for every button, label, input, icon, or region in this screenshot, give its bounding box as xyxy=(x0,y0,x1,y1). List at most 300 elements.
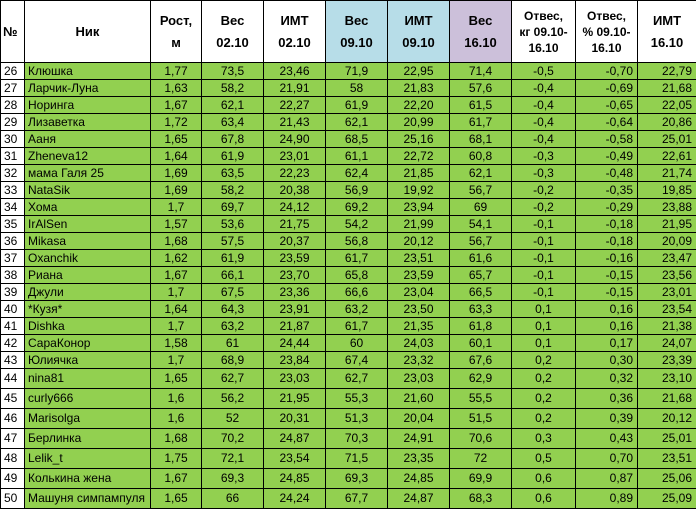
loss-pct-cell: -0,70 xyxy=(576,63,638,80)
height-cell: 1,7 xyxy=(151,318,202,335)
row-number-cell: 38 xyxy=(1,267,25,284)
bmi-0210-cell: 23,84 xyxy=(264,352,326,369)
table-row xyxy=(1,216,696,233)
table-row xyxy=(1,131,696,148)
bmi-0910-cell: 24,87 xyxy=(388,489,450,509)
weight-1610-cell: 61,8 xyxy=(450,318,512,335)
table-row xyxy=(1,233,696,250)
header-line: 16.10 xyxy=(650,34,684,50)
nick-cell: curly666 xyxy=(25,389,151,409)
weight-1610-cell: 69 xyxy=(450,199,512,216)
weight-0210-cell: 64,3 xyxy=(202,301,264,318)
loss-pct-cell: -0,16 xyxy=(576,250,638,267)
bmi-0910-cell: 21,83 xyxy=(388,80,450,97)
weight-0910-cell: 71,5 xyxy=(326,449,388,469)
bmi-0910-cell: 23,94 xyxy=(388,199,450,216)
bmi-0910-cell: 23,04 xyxy=(388,284,450,301)
loss-kg-cell: 0,2 xyxy=(512,409,576,429)
loss-pct-cell: -0,15 xyxy=(576,284,638,301)
header-line: Ник xyxy=(75,23,100,39)
weight-1610-cell: 72 xyxy=(450,449,512,469)
loss-kg-cell: 0,5 xyxy=(512,449,576,469)
height-cell: 1,67 xyxy=(151,97,202,114)
bmi-1610-cell: 23,39 xyxy=(638,352,696,369)
weight-0210-cell: 69,7 xyxy=(202,199,264,216)
bmi-1610-cell: 20,12 xyxy=(638,409,696,429)
nick-cell: Норинга xyxy=(25,97,151,114)
row-number-cell: 49 xyxy=(1,469,25,489)
loss-kg-cell: -0,1 xyxy=(512,267,576,284)
weight-0210-cell: 58,2 xyxy=(202,80,264,97)
weight-1610-cell: 69,9 xyxy=(450,469,512,489)
bmi-0910-cell: 20,99 xyxy=(388,114,450,131)
bmi-1610-cell: 20,09 xyxy=(638,233,696,250)
weight-1610-cell: 51,5 xyxy=(450,409,512,429)
weight-1610-cell: 68,1 xyxy=(450,131,512,148)
loss-kg-cell: 0,2 xyxy=(512,369,576,389)
nick-cell: Колькина жена xyxy=(25,469,151,489)
bmi-0910-cell: 23,51 xyxy=(388,250,450,267)
bmi-0910-cell: 24,85 xyxy=(388,469,450,489)
weight-1610-cell: 70,6 xyxy=(450,429,512,449)
weight-0210-cell: 62,7 xyxy=(202,369,264,389)
nick-cell: Zheneva12 xyxy=(25,148,151,165)
loss-kg-cell: -0,4 xyxy=(512,80,576,97)
height-cell: 1,65 xyxy=(151,489,202,509)
table-row xyxy=(1,301,696,318)
loss-pct-cell: -0,69 xyxy=(576,80,638,97)
nick-cell: Oxanchik xyxy=(25,250,151,267)
header-height xyxy=(151,1,202,63)
height-cell: 1,7 xyxy=(151,199,202,216)
header-row xyxy=(1,1,696,63)
loss-pct-cell: -0,48 xyxy=(576,165,638,182)
bmi-1610-cell: 25,01 xyxy=(638,131,696,148)
loss-kg-cell: 0,1 xyxy=(512,301,576,318)
row-number-cell: 41 xyxy=(1,318,25,335)
table-body xyxy=(1,63,696,509)
bmi-1610-cell: 21,68 xyxy=(638,389,696,409)
bmi-0210-cell: 20,37 xyxy=(264,233,326,250)
weight-0910-cell: 55,3 xyxy=(326,389,388,409)
bmi-0210-cell: 21,87 xyxy=(264,318,326,335)
header-line: 16.10 xyxy=(464,34,497,50)
row-number-cell: 29 xyxy=(1,114,25,131)
row-number-cell: 27 xyxy=(1,80,25,97)
weight-1610-cell: 54,1 xyxy=(450,216,512,233)
weight-0910-cell: 66,6 xyxy=(326,284,388,301)
bmi-1610-cell: 25,01 xyxy=(638,429,696,449)
loss-pct-cell: -0,18 xyxy=(576,233,638,250)
header-line: Рост, xyxy=(159,12,193,28)
bmi-1610-cell: 23,54 xyxy=(638,301,696,318)
nick-cell: Лизаветка xyxy=(25,114,151,131)
bmi-1610-cell: 25,09 xyxy=(638,489,696,509)
bmi-0910-cell: 24,91 xyxy=(388,429,450,449)
weight-0910-cell: 62,1 xyxy=(326,114,388,131)
row-number-cell: 39 xyxy=(1,284,25,301)
table-row xyxy=(1,369,696,389)
loss-kg-cell: -0,2 xyxy=(512,199,576,216)
loss-kg-cell: 0,2 xyxy=(512,352,576,369)
table-row xyxy=(1,318,696,335)
header-line: ИМТ xyxy=(652,12,682,28)
loss-kg-cell: 0,1 xyxy=(512,335,576,352)
row-number-cell: 28 xyxy=(1,97,25,114)
height-cell: 1,6 xyxy=(151,389,202,409)
bmi-1610-cell: 22,05 xyxy=(638,97,696,114)
bmi-0210-cell: 23,70 xyxy=(264,267,326,284)
bmi-0910-cell: 25,16 xyxy=(388,131,450,148)
table-row xyxy=(1,335,696,352)
loss-kg-cell: 0,2 xyxy=(512,389,576,409)
loss-kg-cell: -0,4 xyxy=(512,114,576,131)
weight-0210-cell: 67,8 xyxy=(202,131,264,148)
weight-0910-cell: 67,7 xyxy=(326,489,388,509)
loss-pct-cell: 0,16 xyxy=(576,318,638,335)
bmi-1610-cell: 20,86 xyxy=(638,114,696,131)
weight-0910-cell: 58 xyxy=(326,80,388,97)
weight-0210-cell: 63,2 xyxy=(202,318,264,335)
weight-0210-cell: 56,2 xyxy=(202,389,264,409)
weight-1610-cell: 68,3 xyxy=(450,489,512,509)
bmi-0910-cell: 20,04 xyxy=(388,409,450,429)
weight-1610-cell: 55,5 xyxy=(450,389,512,409)
height-cell: 1,64 xyxy=(151,148,202,165)
bmi-0910-cell: 19,92 xyxy=(388,182,450,199)
weight-1610-cell: 63,3 xyxy=(450,301,512,318)
weight-0210-cell: 69,3 xyxy=(202,469,264,489)
header-bmi-1610 xyxy=(638,1,696,63)
height-cell: 1,72 xyxy=(151,114,202,131)
nick-cell: Mikasa xyxy=(25,233,151,250)
bmi-0210-cell: 20,31 xyxy=(264,409,326,429)
height-cell: 1,77 xyxy=(151,63,202,80)
weight-1610-cell: 62,9 xyxy=(450,369,512,389)
weight-0910-cell: 70,3 xyxy=(326,429,388,449)
nick-cell: Машуня симпампуля xyxy=(25,489,151,509)
table-row xyxy=(1,114,696,131)
weight-0910-cell: 67,4 xyxy=(326,352,388,369)
bmi-0910-cell: 23,35 xyxy=(388,449,450,469)
bmi-0210-cell: 23,59 xyxy=(264,250,326,267)
header-bmi-0210 xyxy=(264,1,326,63)
bmi-0910-cell: 22,95 xyxy=(388,63,450,80)
bmi-0210-cell: 22,23 xyxy=(264,165,326,182)
row-number-cell: 36 xyxy=(1,233,25,250)
weight-0910-cell: 61,7 xyxy=(326,250,388,267)
table-row xyxy=(1,429,696,449)
loss-pct-cell: 0,87 xyxy=(576,469,638,489)
header-line: м xyxy=(171,34,181,50)
table-row xyxy=(1,148,696,165)
bmi-1610-cell: 21,38 xyxy=(638,318,696,335)
header-line: 09.10 xyxy=(340,34,373,50)
bmi-0210-cell: 24,44 xyxy=(264,335,326,352)
weight-1610-cell: 57,6 xyxy=(450,80,512,97)
row-number-cell: 50 xyxy=(1,489,25,509)
weight-1610-cell: 60,8 xyxy=(450,148,512,165)
bmi-0910-cell: 21,60 xyxy=(388,389,450,409)
bmi-0210-cell: 22,27 xyxy=(264,97,326,114)
row-number-cell: 26 xyxy=(1,63,25,80)
bmi-0210-cell: 21,75 xyxy=(264,216,326,233)
nick-cell: Ларчик-Луна xyxy=(25,80,151,97)
header-number xyxy=(1,1,25,63)
loss-kg-cell: -0,3 xyxy=(512,148,576,165)
height-cell: 1,7 xyxy=(151,284,202,301)
loss-pct-cell: 0,39 xyxy=(576,409,638,429)
bmi-1610-cell: 23,01 xyxy=(638,284,696,301)
weight-1610-cell: 56,7 xyxy=(450,182,512,199)
weight-1610-cell: 71,4 xyxy=(450,63,512,80)
weight-0910-cell: 51,3 xyxy=(326,409,388,429)
bmi-1610-cell: 22,61 xyxy=(638,148,696,165)
loss-pct-cell: -0,35 xyxy=(576,182,638,199)
weight-0910-cell: 69,2 xyxy=(326,199,388,216)
loss-pct-cell: 0,89 xyxy=(576,489,638,509)
height-cell: 1,68 xyxy=(151,429,202,449)
nick-cell: Marisolga xyxy=(25,409,151,429)
height-cell: 1,64 xyxy=(151,301,202,318)
bmi-1610-cell: 19,85 xyxy=(638,182,696,199)
header-loss-pct xyxy=(576,1,638,63)
loss-pct-cell: -0,18 xyxy=(576,216,638,233)
bmi-0210-cell: 23,36 xyxy=(264,284,326,301)
height-cell: 1,67 xyxy=(151,267,202,284)
weight-0210-cell: 57,5 xyxy=(202,233,264,250)
weight-0910-cell: 65,8 xyxy=(326,267,388,284)
height-cell: 1,67 xyxy=(151,469,202,489)
bmi-0210-cell: 24,87 xyxy=(264,429,326,449)
table-row xyxy=(1,182,696,199)
loss-kg-cell: -0,5 xyxy=(512,63,576,80)
bmi-0210-cell: 21,95 xyxy=(264,389,326,409)
nick-cell: IrAlSen xyxy=(25,216,151,233)
table-row xyxy=(1,165,696,182)
row-number-cell: 45 xyxy=(1,389,25,409)
bmi-0210-cell: 21,43 xyxy=(264,114,326,131)
bmi-0210-cell: 23,46 xyxy=(264,63,326,80)
loss-pct-cell: 0,70 xyxy=(576,449,638,469)
weight-0210-cell: 66,1 xyxy=(202,267,264,284)
header-weight-1610 xyxy=(450,1,512,63)
row-number-cell: 42 xyxy=(1,335,25,352)
height-cell: 1,69 xyxy=(151,182,202,199)
header-line: ИМТ xyxy=(280,12,309,28)
weight-0910-cell: 54,2 xyxy=(326,216,388,233)
weight-0210-cell: 61,9 xyxy=(202,148,264,165)
weight-1610-cell: 67,6 xyxy=(450,352,512,369)
bmi-1610-cell: 23,56 xyxy=(638,267,696,284)
loss-pct-cell: 0,32 xyxy=(576,369,638,389)
bmi-0910-cell: 22,72 xyxy=(388,148,450,165)
header-loss-kg xyxy=(512,1,576,63)
loss-kg-cell: -0,1 xyxy=(512,216,576,233)
weight-0210-cell: 52 xyxy=(202,409,264,429)
row-number-cell: 46 xyxy=(1,409,25,429)
bmi-0210-cell: 23,54 xyxy=(264,449,326,469)
weight-0210-cell: 62,1 xyxy=(202,97,264,114)
bmi-1610-cell: 21,68 xyxy=(638,80,696,97)
row-number-cell: 47 xyxy=(1,429,25,449)
row-number-cell: 43 xyxy=(1,352,25,369)
loss-pct-cell: -0,58 xyxy=(576,131,638,148)
bmi-0210-cell: 21,91 xyxy=(264,80,326,97)
bmi-1610-cell: 22,79 xyxy=(638,63,696,80)
header-line: № xyxy=(3,23,18,39)
weight-1610-cell: 56,7 xyxy=(450,233,512,250)
nick-cell: Юлиячка xyxy=(25,352,151,369)
loss-kg-cell: -0,2 xyxy=(512,182,576,199)
loss-pct-cell: 0,16 xyxy=(576,301,638,318)
bmi-0210-cell: 23,01 xyxy=(264,148,326,165)
height-cell: 1,65 xyxy=(151,369,202,389)
bmi-0910-cell: 21,35 xyxy=(388,318,450,335)
nick-cell: *Кузя* xyxy=(25,301,151,318)
loss-kg-cell: 0,6 xyxy=(512,489,576,509)
weight-0910-cell: 68,5 xyxy=(326,131,388,148)
loss-kg-cell: 0,3 xyxy=(512,429,576,449)
loss-pct-cell: 0,30 xyxy=(576,352,638,369)
header-weight-0910 xyxy=(326,1,388,63)
bmi-1610-cell: 24,07 xyxy=(638,335,696,352)
loss-pct-cell: -0,65 xyxy=(576,97,638,114)
height-cell: 1,65 xyxy=(151,131,202,148)
table-row xyxy=(1,199,696,216)
weight-0910-cell: 62,4 xyxy=(326,165,388,182)
bmi-1610-cell: 23,88 xyxy=(638,199,696,216)
bmi-0910-cell: 20,12 xyxy=(388,233,450,250)
weight-0210-cell: 58,2 xyxy=(202,182,264,199)
nick-cell: NataSik xyxy=(25,182,151,199)
weight-0210-cell: 63,5 xyxy=(202,165,264,182)
row-number-cell: 40 xyxy=(1,301,25,318)
loss-pct-cell: 0,36 xyxy=(576,389,638,409)
height-cell: 1,68 xyxy=(151,233,202,250)
bmi-0210-cell: 23,03 xyxy=(264,369,326,389)
header-line: Отвес, xyxy=(524,8,563,23)
bmi-0210-cell: 20,38 xyxy=(264,182,326,199)
header-line: кг 09.10- xyxy=(519,24,568,39)
row-number-cell: 48 xyxy=(1,449,25,469)
bmi-0210-cell: 24,85 xyxy=(264,469,326,489)
bmi-0910-cell: 23,50 xyxy=(388,301,450,318)
loss-kg-cell: -0,4 xyxy=(512,131,576,148)
table-row xyxy=(1,409,696,429)
table-row xyxy=(1,97,696,114)
bmi-0210-cell: 24,90 xyxy=(264,131,326,148)
bmi-0210-cell: 24,24 xyxy=(264,489,326,509)
bmi-0210-cell: 23,91 xyxy=(264,301,326,318)
loss-pct-cell: -0,64 xyxy=(576,114,638,131)
height-cell: 1,6 xyxy=(151,409,202,429)
loss-pct-cell: -0,29 xyxy=(576,199,638,216)
nick-cell: Dishka xyxy=(25,318,151,335)
loss-kg-cell: -0,1 xyxy=(512,250,576,267)
bmi-1610-cell: 23,10 xyxy=(638,369,696,389)
loss-kg-cell: -0,4 xyxy=(512,97,576,114)
loss-kg-cell: 0,1 xyxy=(512,318,576,335)
weight-1610-cell: 62,1 xyxy=(450,165,512,182)
height-cell: 1,63 xyxy=(151,80,202,97)
header-weight-0210 xyxy=(202,1,264,63)
header-line: Отвес, xyxy=(587,8,626,23)
loss-kg-cell: 0,6 xyxy=(512,469,576,489)
weight-0210-cell: 61,9 xyxy=(202,250,264,267)
table-row xyxy=(1,469,696,489)
nick-cell: Джули xyxy=(25,284,151,301)
weight-0910-cell: 63,2 xyxy=(326,301,388,318)
bmi-0910-cell: 23,32 xyxy=(388,352,450,369)
header-line: Вес xyxy=(468,12,493,28)
weight-0910-cell: 71,9 xyxy=(326,63,388,80)
weight-1610-cell: 66,5 xyxy=(450,284,512,301)
row-number-cell: 32 xyxy=(1,165,25,182)
header-line: Вес xyxy=(220,12,245,28)
loss-pct-cell: -0,15 xyxy=(576,267,638,284)
bmi-0210-cell: 24,12 xyxy=(264,199,326,216)
nick-cell: Хома xyxy=(25,199,151,216)
height-cell: 1,62 xyxy=(151,250,202,267)
weight-0910-cell: 62,7 xyxy=(326,369,388,389)
row-number-cell: 30 xyxy=(1,131,25,148)
weight-0910-cell: 61,9 xyxy=(326,97,388,114)
weight-0210-cell: 63,4 xyxy=(202,114,264,131)
weight-0210-cell: 68,9 xyxy=(202,352,264,369)
nick-cell: Клюшка xyxy=(25,63,151,80)
row-number-cell: 35 xyxy=(1,216,25,233)
height-cell: 1,69 xyxy=(151,165,202,182)
nick-cell: nina81 xyxy=(25,369,151,389)
weight-0210-cell: 53,6 xyxy=(202,216,264,233)
table-row xyxy=(1,352,696,369)
bmi-0910-cell: 23,59 xyxy=(388,267,450,284)
weight-1610-cell: 60,1 xyxy=(450,335,512,352)
height-cell: 1,58 xyxy=(151,335,202,352)
bmi-1610-cell: 21,74 xyxy=(638,165,696,182)
weight-1610-cell: 61,6 xyxy=(450,250,512,267)
table-row xyxy=(1,250,696,267)
nick-cell: мама Галя 25 xyxy=(25,165,151,182)
height-cell: 1,7 xyxy=(151,352,202,369)
bmi-1610-cell: 25,06 xyxy=(638,469,696,489)
header-line: 02.10 xyxy=(278,34,311,50)
height-cell: 1,57 xyxy=(151,216,202,233)
bmi-0910-cell: 21,99 xyxy=(388,216,450,233)
bmi-0910-cell: 21,85 xyxy=(388,165,450,182)
nick-cell: Риана xyxy=(25,267,151,284)
header-line: ИМТ xyxy=(404,12,433,28)
header-line: Вес xyxy=(344,12,369,28)
table-row xyxy=(1,389,696,409)
row-number-cell: 44 xyxy=(1,369,25,389)
weight-0910-cell: 69,3 xyxy=(326,469,388,489)
bmi-1610-cell: 23,51 xyxy=(638,449,696,469)
bmi-1610-cell: 21,95 xyxy=(638,216,696,233)
weight-0910-cell: 56,8 xyxy=(326,233,388,250)
table-row xyxy=(1,284,696,301)
weight-1610-cell: 61,5 xyxy=(450,97,512,114)
weight-0910-cell: 61,1 xyxy=(326,148,388,165)
nick-cell: СараКонор xyxy=(25,335,151,352)
bmi-1610-cell: 23,47 xyxy=(638,250,696,267)
weight-0910-cell: 60 xyxy=(326,335,388,352)
header-line: 16.10 xyxy=(528,40,559,55)
weight-0210-cell: 73,5 xyxy=(202,63,264,80)
weight-0910-cell: 56,9 xyxy=(326,182,388,199)
table-row xyxy=(1,489,696,509)
